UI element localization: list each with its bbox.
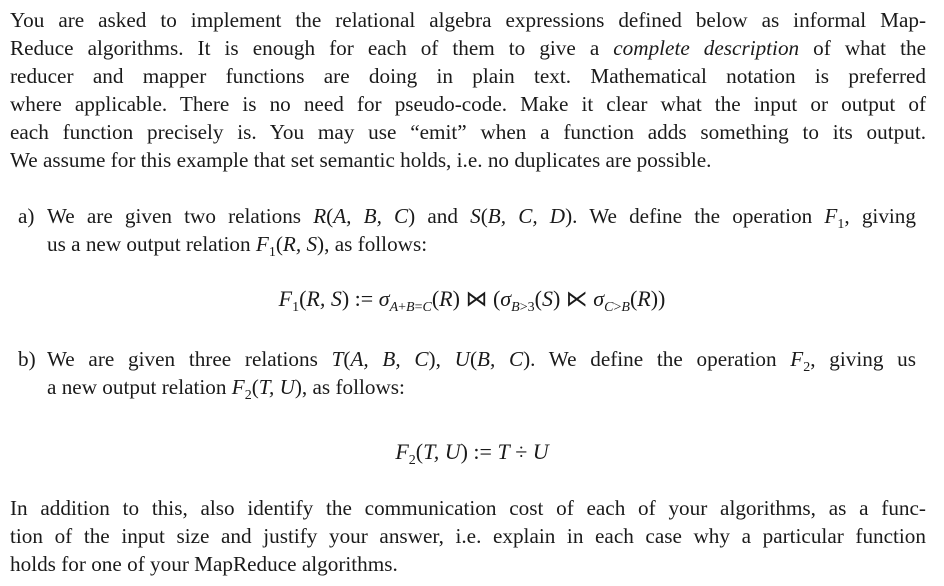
outro-line-2: tion of the input size and justify your answer, i.e. explain in each case why a particular function [10,524,926,548]
part-a-line-2: us a new output relation $F_1(R$, S), as follows: [47,232,428,260]
part-a-label: a) [18,204,35,228]
part-b-line-1: We are given three relations T(A, B, C), U(B, C). We define the operation $F_2$, giving us [47,347,916,375]
formula-f1: $F_1(R$, S) := $\sigma_{A+B=C}(R)$ ⋈ ($\sigma_{B>3}(S)$ ⋉ $\sigma_{C>B}(R)$) [278,286,666,315]
outro-line-1: In addition to this, also identify the communication cost of each of your algorithms, as a func- [10,496,926,520]
intro-line-4: where applicable. There is no need for pseudo-code. Make it clear what the input or output of [10,92,926,116]
part-b-label: b) [18,347,36,371]
outro-line-3: holds for one of your MapReduce algorithms. [10,552,398,576]
part-b-line-2: a new output relation $F_2(T$, U), as follows: [47,375,405,403]
part-a-line-1: We are given two relations R(A, B, C) and S(B, C, D). We define the operation $F_1$, giving [47,204,916,232]
intro-line-6: We assume for this example that set semantic holds, i.e. no duplicates are possible. [10,148,712,172]
intro-line-5: each function precisely is. You may use “emit” when a function adds something to its output. [10,120,926,144]
intro-line-1: You are asked to implement the relational algebra expressions defined below as informal Map- [10,8,926,32]
formula-f2: $F_2(T$, U) := T ÷ U [395,439,549,468]
intro-line-3: reducer and mapper functions are doing in plain text. Mathematical notation is preferred [10,64,926,88]
intro-line-2: Reduce algorithms. It is enough for each of them to give a complete description of what the [10,36,926,60]
